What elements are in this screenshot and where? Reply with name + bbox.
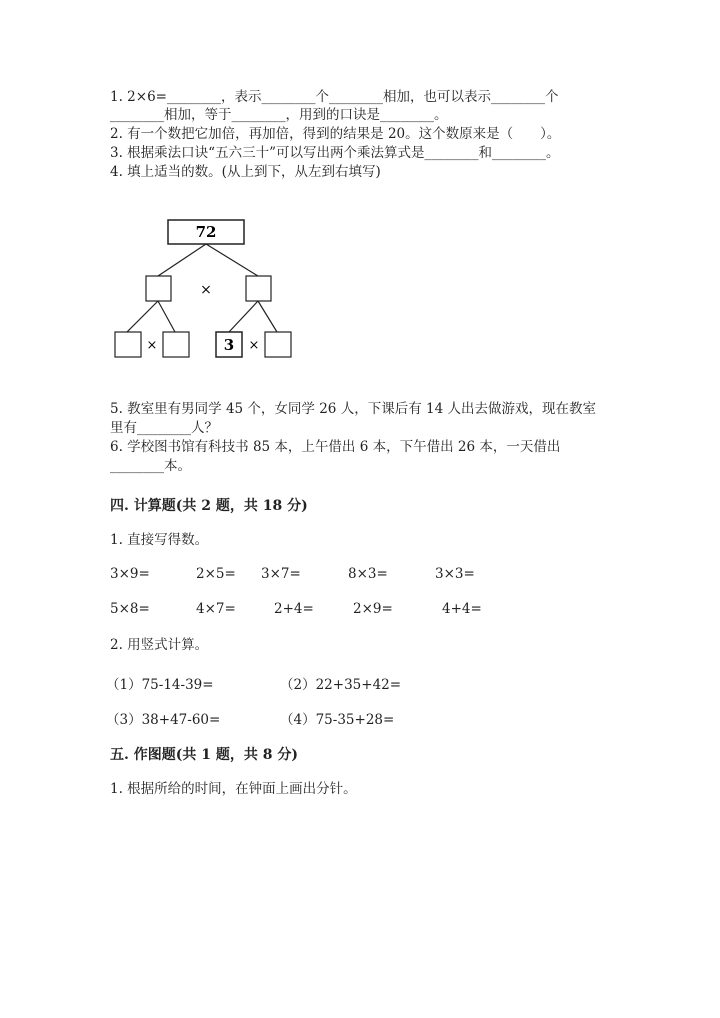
q4-text: 4. 填上适当的数。(从上到下，从左到右填写) [110,164,381,180]
calc-item: 2×5= [196,566,236,582]
calc-item: 4+4= [442,601,482,617]
vertical-calc-item: （3）38+47-60= [106,712,221,728]
section5-q1: 1. 根据所给的时间，在钟面上画出分针。 [110,781,357,797]
vertical-calc-item: （1）75-14-39= [106,677,214,693]
calc-item: 5×8= [110,601,150,617]
tree-top-value: 72 [195,223,217,241]
tree-leaf-box-4[interactable] [265,332,291,357]
calc-item: 2×9= [353,601,393,617]
q3-text: 3. 根据乘法口诀“五六三十”可以写出两个乘法算式是________和________。 [110,145,560,161]
calc-item: 8×3= [348,566,388,582]
tree-branch [158,301,175,332]
q5-line2: 里有________人？ [110,420,218,436]
calc-item: 4×7= [196,601,236,617]
tree-mid-left-box[interactable] [146,276,171,301]
tree-left-times: × [146,338,158,353]
calc-item: 3×9= [110,566,150,582]
tree-branch [127,301,158,332]
tree-mid-times: × [200,282,212,298]
tree-branch [206,244,258,276]
vertical-calc-item: （2）22+35+42= [280,677,402,693]
calc-item: 3×3= [435,566,475,582]
section4-q2: 2. 用竖式计算。 [110,637,209,653]
q2-text: 2. 有一个数把它加倍，再加倍，得到的结果是 20。这个数原来是（ ）。 [110,126,561,142]
section4-title: 四. 计算题(共 2 题，共 18 分) [110,498,308,514]
q6-line2: ________本。 [110,458,191,474]
tree-leaf-box-1[interactable] [115,332,141,357]
tree-right-times: × [248,338,260,353]
tree-branch [258,301,277,332]
section4-q1: 1. 直接写得数。 [110,532,209,548]
calc-item: 3×7= [261,566,301,582]
vertical-calc-item: （4）75-35+28= [280,712,395,728]
q5-line1: 5. 教室里有男同学 45 个，女同学 26 人，下课后有 14 人出去做游戏，现在教室 [110,401,596,417]
tree-leaf-box-2[interactable] [163,332,189,357]
q1-line1: 1. 2×6=________，表示________个________相加，也可以表示________个 [110,89,559,105]
section5-title: 五. 作图题(共 1 题，共 8 分) [110,747,298,763]
tree-mid-right-box[interactable] [246,276,271,301]
calc-item: 2+4= [274,601,314,617]
q1-line2: ________相加，等于________，用到的口诀是________。 [110,107,448,123]
tree-given-value: 3 [223,336,235,354]
tree-branch [158,244,206,276]
factor-tree-diagram [105,208,305,363]
q6-line1: 6. 学校图书馆有科技书 85 本，上午借出 6 本，下午借出 26 本，一天借出 [110,439,561,455]
tree-branch [229,301,258,332]
